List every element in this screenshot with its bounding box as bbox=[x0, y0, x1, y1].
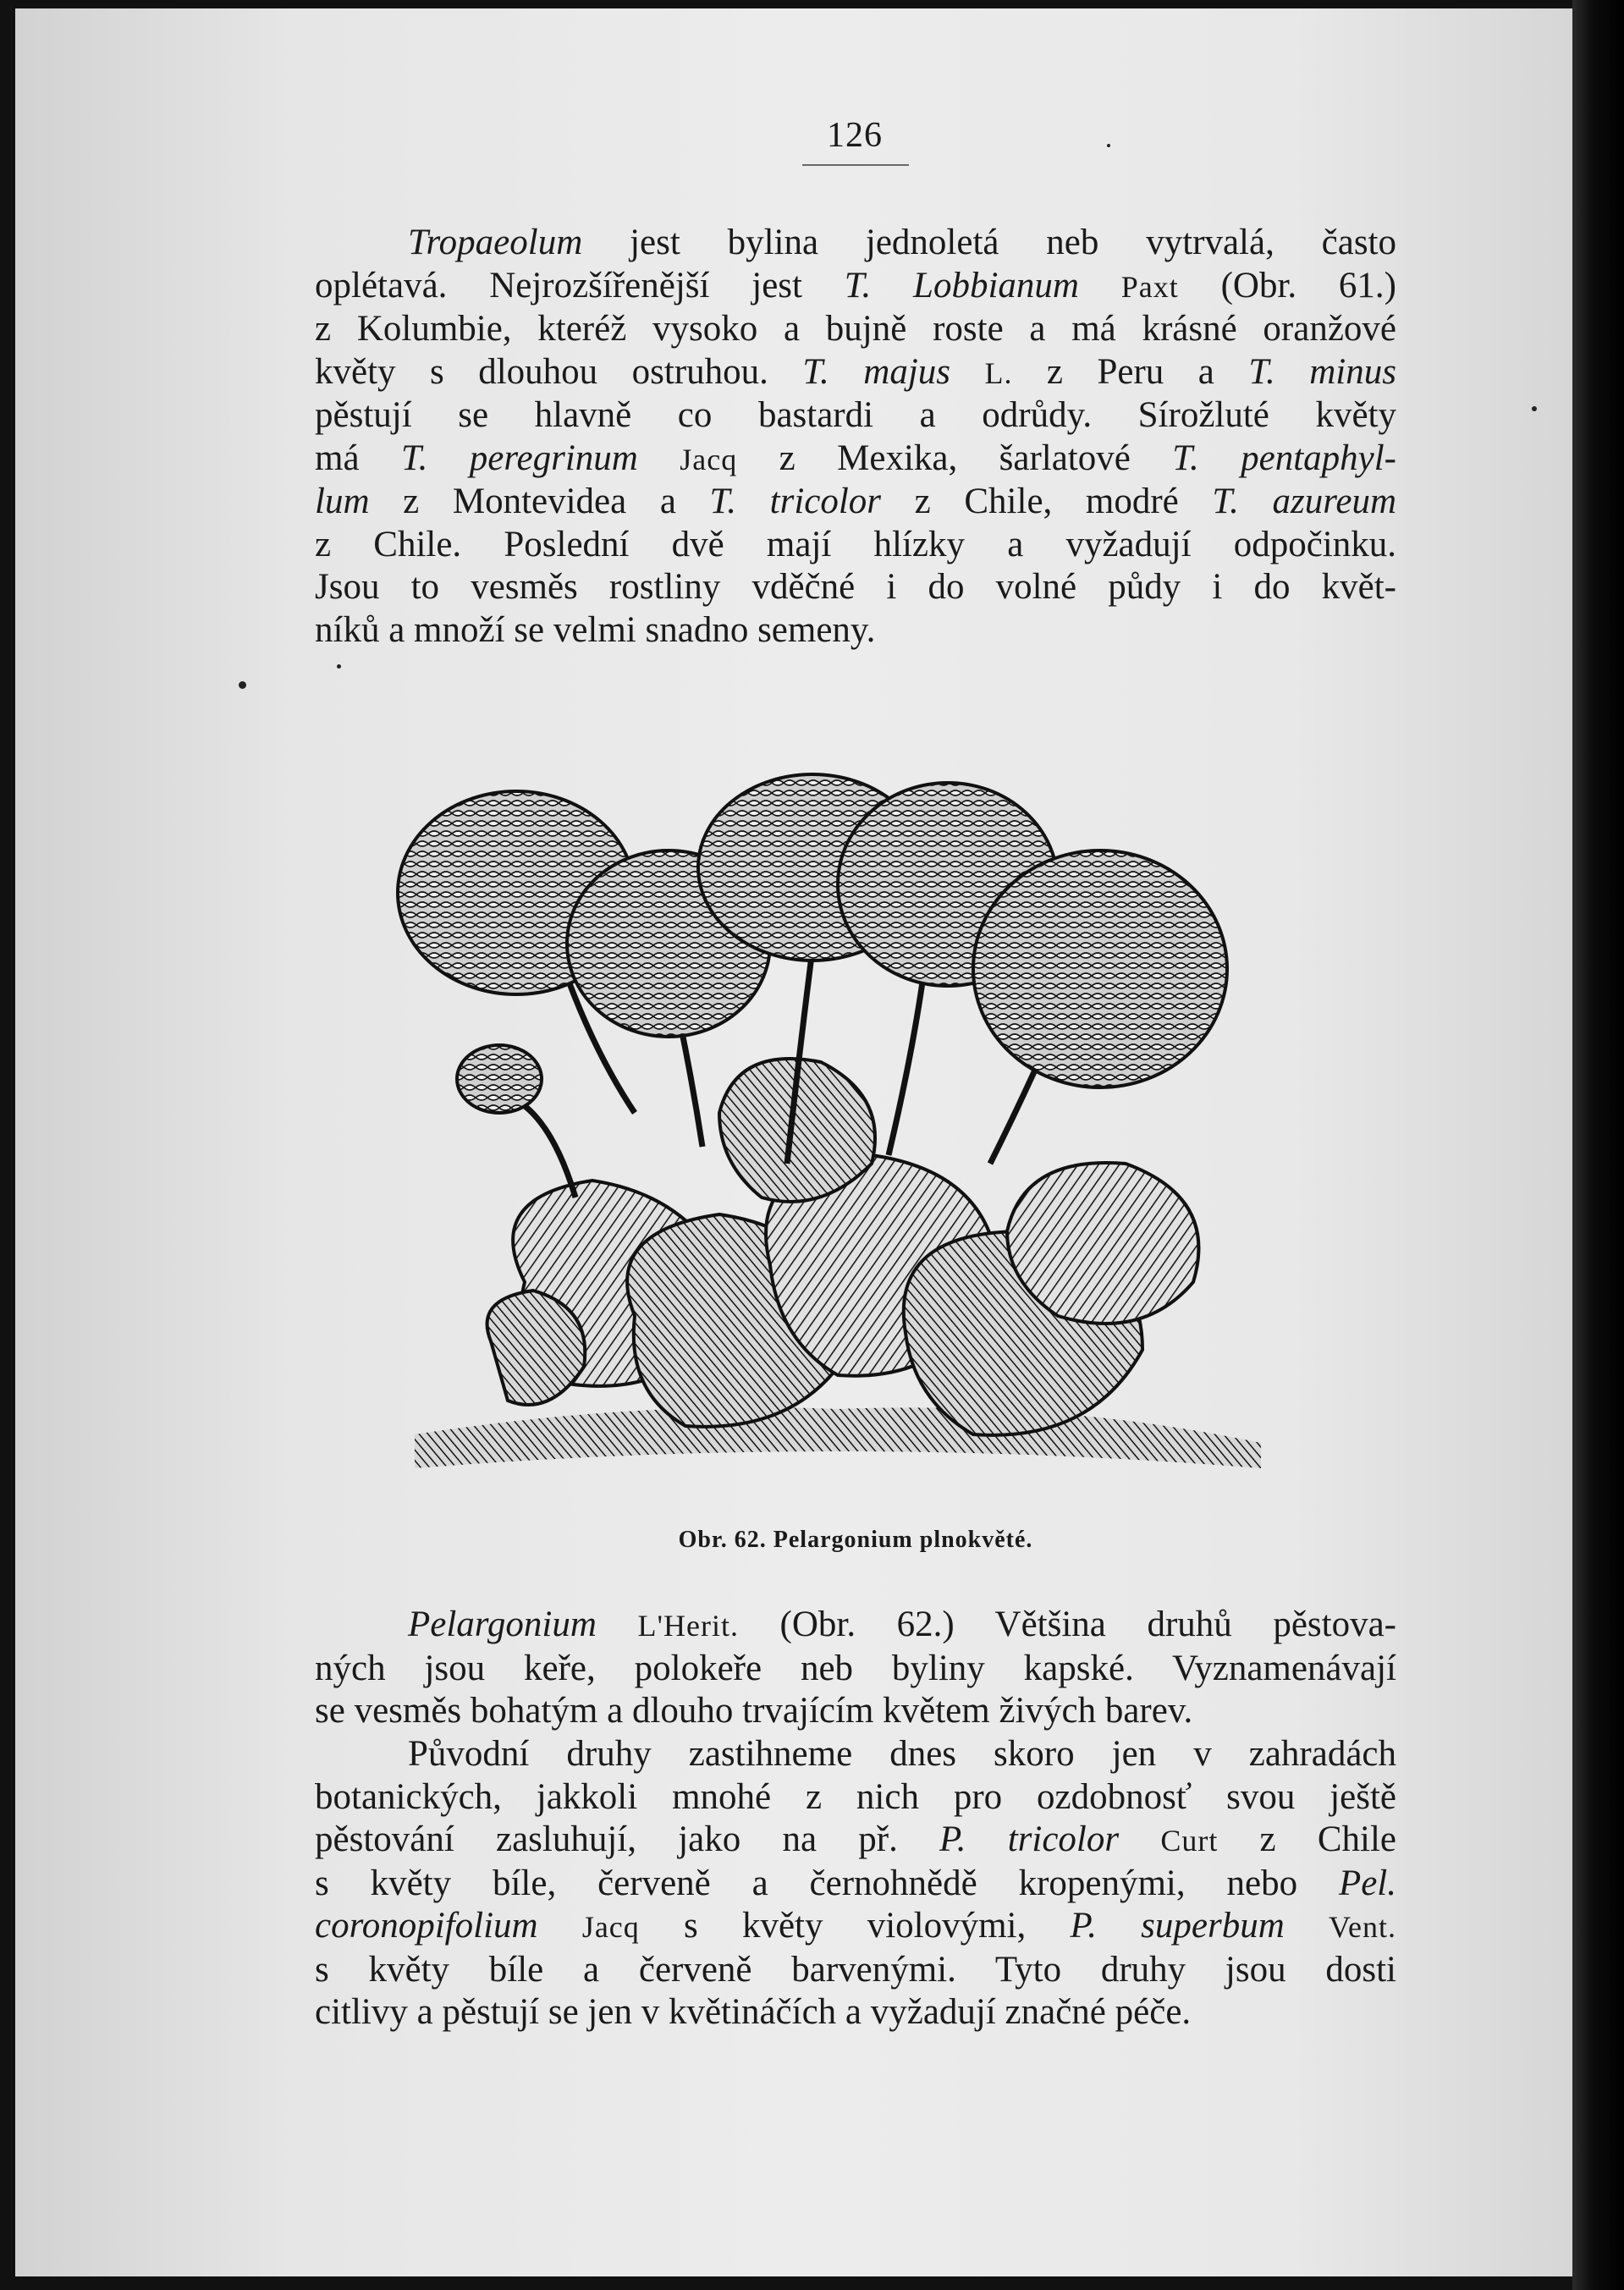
paragraph-pelargonium bbox=[315, 1604, 1396, 1733]
text-run: Původní druhy zastihneme dnes skoro jen v zahradách bbox=[408, 1734, 1396, 1774]
text-run: z Peru a bbox=[1012, 351, 1249, 392]
text-line bbox=[315, 1819, 1396, 1863]
text-run: z Chile. Poslední dvě mají hlízky a vyžadují odpočinku. bbox=[315, 524, 1396, 564]
text-run: botanických, jakkoli mnohé z nich pro ozdobnosť svou ještě bbox=[315, 1776, 1396, 1817]
text-line bbox=[315, 1905, 1396, 1949]
text-line bbox=[315, 438, 1396, 482]
species-name: T. Lobbianum bbox=[844, 265, 1079, 306]
species-name: lum bbox=[315, 482, 370, 521]
paragraph-original-species bbox=[315, 1733, 1396, 2034]
text-line bbox=[315, 265, 1396, 309]
text-run: jest bylina jednoletá neb vytrvalá, často bbox=[582, 223, 1396, 262]
text-run: (Obr. 61.) bbox=[1178, 265, 1397, 306]
species-name: P. superbum bbox=[1070, 1906, 1285, 1946]
text-run: z Kolumbie, kteréž vysoko a bujně roste a má krásné oranžové bbox=[315, 309, 1396, 349]
text-run: níků a množí se velmi snadno semeny. bbox=[315, 609, 876, 650]
figure-caption: Obr. 62. Pelargonium plnokvěté. bbox=[678, 1527, 1033, 1553]
species-name: T. azureum bbox=[1212, 482, 1396, 521]
paragraph-tropaeolum bbox=[315, 222, 1396, 652]
text-run: s květy bíle, červeně a černohnědě kropenými, nebo bbox=[315, 1863, 1339, 1903]
text-line bbox=[315, 1690, 1396, 1733]
text-line bbox=[315, 1604, 1396, 1648]
text-line bbox=[315, 481, 1396, 524]
text-run: z Montevidea a bbox=[369, 482, 710, 521]
text-run: se vesměs bohatým a dlouho trvajícím květem živých barev. bbox=[315, 1691, 1193, 1731]
text-line bbox=[315, 222, 1396, 265]
species-name: T. minus bbox=[1248, 351, 1396, 392]
text-run: oplétavá. Nejrozšířenější jest bbox=[315, 265, 845, 306]
species-name: Tropaeolum bbox=[408, 223, 583, 262]
text-line bbox=[315, 394, 1396, 438]
text-line bbox=[315, 1648, 1396, 1691]
text-run: (Obr. 62.) Většina druhů pěstova- bbox=[738, 1605, 1396, 1644]
species-name: T. pentaphyl- bbox=[1172, 438, 1396, 478]
leaves bbox=[487, 1059, 1199, 1435]
author-abbreviation: Curt bbox=[1160, 1824, 1219, 1858]
text-line bbox=[315, 566, 1396, 609]
text-run: pěstují se hlavně co bastardi a odrůdy. Sírožluté květy bbox=[315, 395, 1396, 435]
text-run bbox=[1079, 266, 1121, 306]
text-run: s květy violovými, bbox=[639, 1906, 1071, 1946]
ink-speck bbox=[1532, 406, 1537, 411]
author-abbreviation: Paxt bbox=[1120, 269, 1179, 304]
species-name: T. peregrinum bbox=[400, 438, 638, 478]
page-number-rule bbox=[802, 164, 909, 166]
text-line bbox=[315, 1991, 1396, 2034]
text-line bbox=[315, 351, 1396, 395]
text-line bbox=[315, 1949, 1396, 1992]
text-run: pěstování zasluhují, jako na př. bbox=[315, 1819, 940, 1859]
text-run bbox=[1119, 1819, 1160, 1859]
species-name: P. tricolor bbox=[939, 1819, 1120, 1859]
author-abbreviation: L'Herit. bbox=[637, 1609, 739, 1643]
page-number: 126 bbox=[827, 116, 883, 155]
binding-shadow bbox=[1572, 0, 1624, 2290]
text-line bbox=[315, 609, 1396, 652]
text-run: z Chile bbox=[1218, 1819, 1397, 1859]
text-line bbox=[315, 1733, 1396, 1776]
text-line bbox=[315, 524, 1396, 567]
text-run bbox=[1285, 1906, 1329, 1946]
author-abbreviation: Jacq bbox=[680, 442, 738, 476]
text-run bbox=[538, 1906, 582, 1946]
text-run: z Chile, modré bbox=[881, 482, 1213, 521]
species-name: T. tricolor bbox=[709, 482, 882, 521]
author-abbreviation: Jacq bbox=[581, 1910, 640, 1944]
species-name: T. majus bbox=[802, 351, 950, 392]
ink-speck bbox=[239, 681, 246, 689]
text-run bbox=[638, 438, 680, 478]
author-abbreviation: L. bbox=[984, 355, 1013, 390]
text-run: ných jsou keře, polokeře neb byliny kapské. Vyznamenávají bbox=[315, 1648, 1396, 1688]
text-run: z Mexika, šarlatové bbox=[737, 438, 1173, 478]
text-run: květy s dlouhou ostruhou. bbox=[315, 351, 803, 392]
text-run: citlivy a pěstují se jen v květináčích a vyžadují značné péče. bbox=[315, 1992, 1192, 2032]
text-run: Jsou to vesměs rostliny vděčné i do volné půdy i do květ- bbox=[315, 567, 1396, 607]
text-run bbox=[597, 1605, 638, 1644]
text-run bbox=[950, 352, 984, 392]
species-name: coronopifolium bbox=[315, 1906, 538, 1946]
text-run: má bbox=[315, 438, 401, 478]
pelargonium-illustration bbox=[381, 757, 1286, 1494]
author-abbreviation: Vent. bbox=[1329, 1910, 1397, 1944]
ink-speck bbox=[1107, 144, 1110, 147]
text-line bbox=[315, 1776, 1396, 1819]
text-line bbox=[315, 1863, 1396, 1906]
ink-speck bbox=[337, 664, 341, 669]
species-name: Pel. bbox=[1338, 1863, 1396, 1903]
text-run: s květy bíle a červeně barvenými. Tyto druhy jsou dosti bbox=[315, 1949, 1396, 1990]
text-line bbox=[315, 308, 1396, 351]
species-name: Pelargonium bbox=[408, 1605, 597, 1644]
